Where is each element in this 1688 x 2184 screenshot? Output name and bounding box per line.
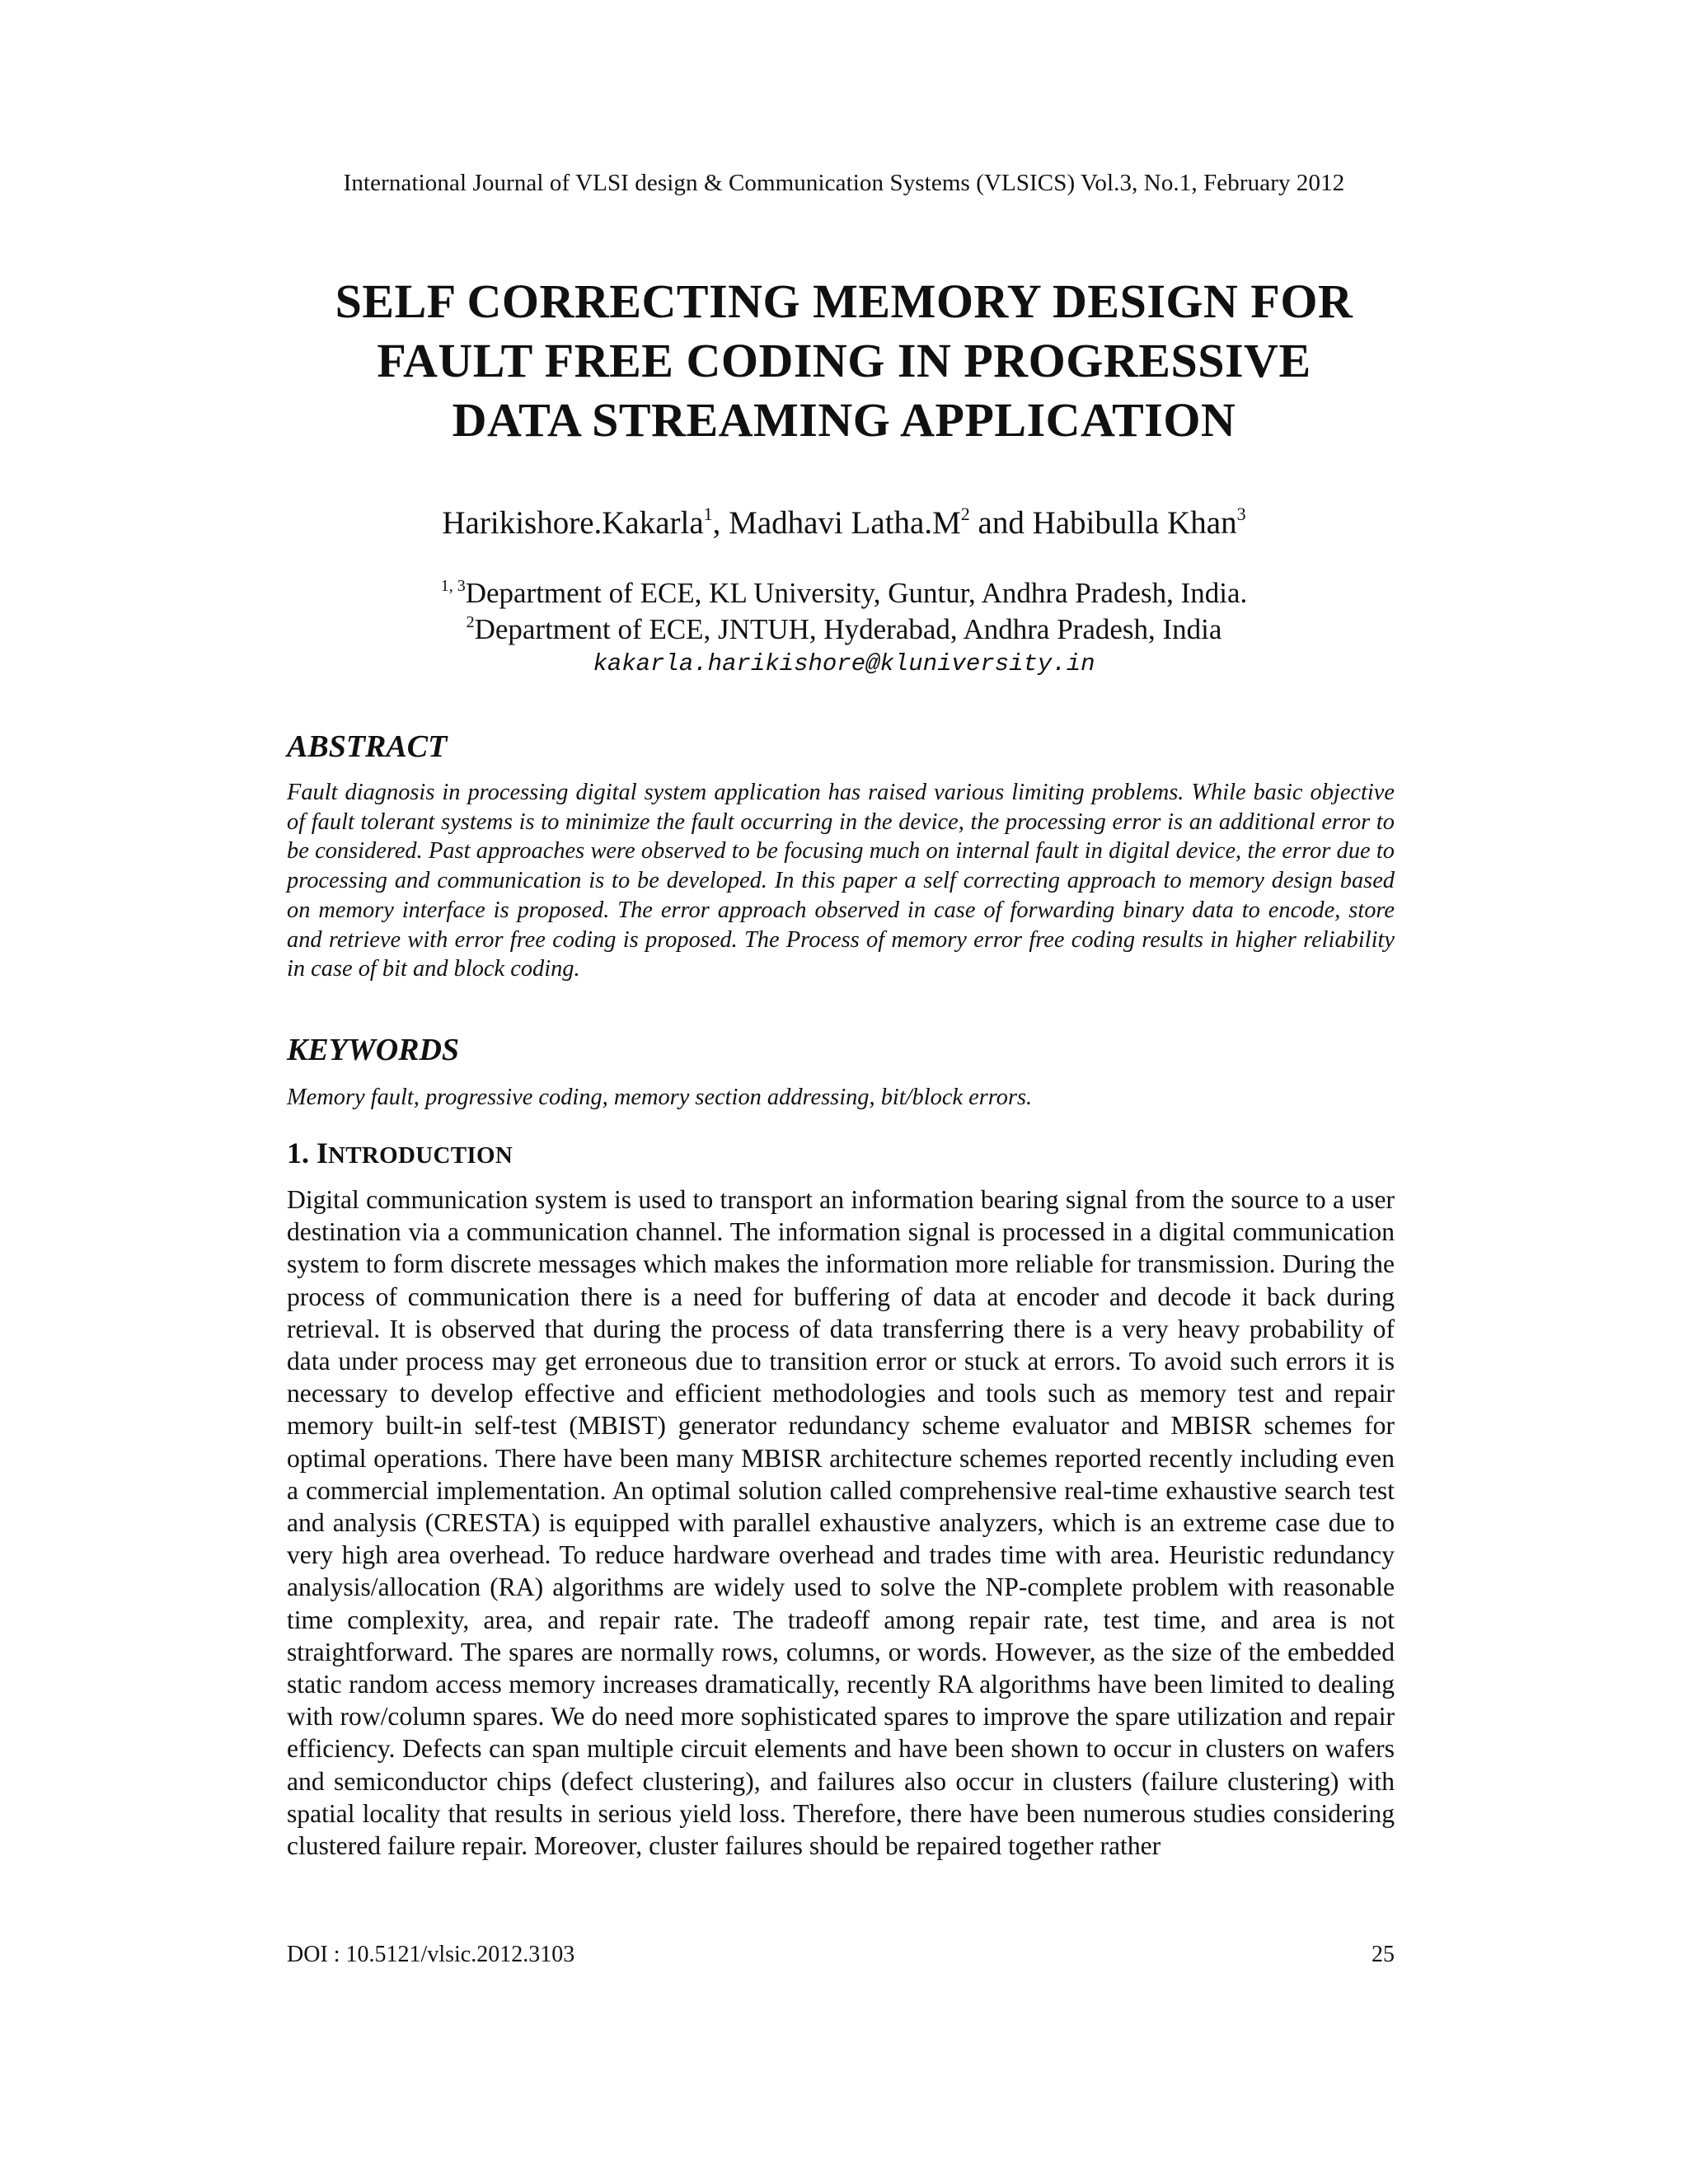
- author-separator: and: [969, 505, 1033, 541]
- abstract-heading: ABSTRACT: [287, 729, 448, 764]
- author-name: Harikishore.Kakarla: [442, 505, 704, 541]
- title-line-1: SELF CORRECTING MEMORY DESIGN FOR: [335, 274, 1353, 328]
- page-number: 25: [1372, 1942, 1395, 1967]
- title-line-3: DATA STREAMING APPLICATION: [452, 393, 1236, 447]
- section-title: NTRODUCTION: [328, 1142, 513, 1169]
- introduction-text: Digital communication system is used to transport an information bearing signal from the source to a user destination via a communication channel. The information signal is processed in a digital communication system to form discrete messages which makes the information more reliable for transmission. During the process of communication there is a need for buffering of data at encoder and decode it back during retrieval. It is observed that during the process of data transferring there is a very heavy probability of data under process may get erroneous due to transition error or stuck at errors. To avoid such errors it is necessary to develop effective and efficient methodologies and tools such as memory test and repair memory built-in self-test (MBIST) generator redundancy scheme evaluator and MBISR schemes for optimal operations. There have been many MBISR architecture schemes reported recently including even a commercial implementation. An optimal solution called comprehensive real-time exhaustive search test and analysis (CRESTA) is equipped with parallel exhaustive analyzers, which is an extreme case due to very high area overhead. To reduce hardware overhead and trades time with area. Heuristic redundancy analysis/allocation (RA) algorithms are widely used to solve the NP-complete problem with reasonable time complexity, area, and repair rate. The tradeoff among repair rate, test time, and area is not straightforward. The spares are normally rows, columns, or words. However, as the size of the embedded static random access memory increases dramatically, recently RA algorithms have been limited to dealing with row/column spares. We do need more sophisticated spares to improve the spare utilization and repair efficiency. Defects can span multiple circuit elements and have been shown to occur in clusters on wafers and semiconductor chips (defect clustering), and failures also occur in clusters (failure clustering) with spatial locality that results in serious yield loss. Therefore, there have been numerous studies considering clustered failure repair. Moreover, cluster failures should be repaired together rather: [287, 1185, 1395, 1861]
- abstract-text: Fault diagnosis in processing digital system application has raised various limiting problems. While basic objective of fault tolerant systems is to minimize the fault occurring in the device, the processing error is an additional error to be considered. Past approaches were observed to be focusing much on internal fault in digital device, the error due to processing and communication is to be developed. In this paper a self correcting approach to memory design based on memory interface is proposed. The error approach observed in case of forwarding binary data to encode, store and retrieve with error free coding is proposed. The Process of memory error free coding results in higher reliability in case of bit and block coding.: [287, 780, 1395, 982]
- running-header: International Journal of VLSI design & Communication Systems (VLSICS) Vol.3, No.1, February 2012: [343, 170, 1345, 196]
- affiliation-superscript: 2: [466, 613, 475, 631]
- author-superscript: 3: [1236, 504, 1246, 524]
- title-line-2: FAULT FREE CODING IN PROGRESSIVE: [377, 334, 1311, 387]
- section-number: 1. I: [287, 1137, 329, 1169]
- paper-title: [165, 272, 1523, 450]
- author-list: [0, 504, 1688, 541]
- introduction-heading: [287, 1136, 513, 1170]
- footer-doi: DOI : 10.5121/vlsic.2012.3103: [287, 1942, 575, 1967]
- keywords-heading: KEYWORDS: [287, 1033, 460, 1067]
- affiliation-text: Department of ECE, KL University, Guntur, Andhra Pradesh, India.: [465, 577, 1248, 609]
- affiliations: [0, 575, 1688, 679]
- affiliation-superscript: 1, 3: [440, 577, 466, 595]
- affiliation-text: Department of ECE, JNTUH, Hyderabad, Andhra Pradesh, India: [474, 613, 1222, 645]
- author-email: kakarla.harikishore@kluniversity.in: [593, 650, 1095, 677]
- author-superscript: 2: [960, 504, 970, 524]
- author-name: Madhavi Latha.M: [729, 505, 961, 541]
- author-superscript: 1: [703, 504, 713, 524]
- affiliation-line: [0, 575, 1688, 612]
- keywords-text: Memory fault, progressive coding, memory section addressing, bit/block errors.: [287, 1085, 1033, 1110]
- author-name: Habibulla Khan: [1032, 505, 1237, 541]
- affiliation-line: [0, 612, 1688, 648]
- author-separator: ,: [712, 505, 729, 541]
